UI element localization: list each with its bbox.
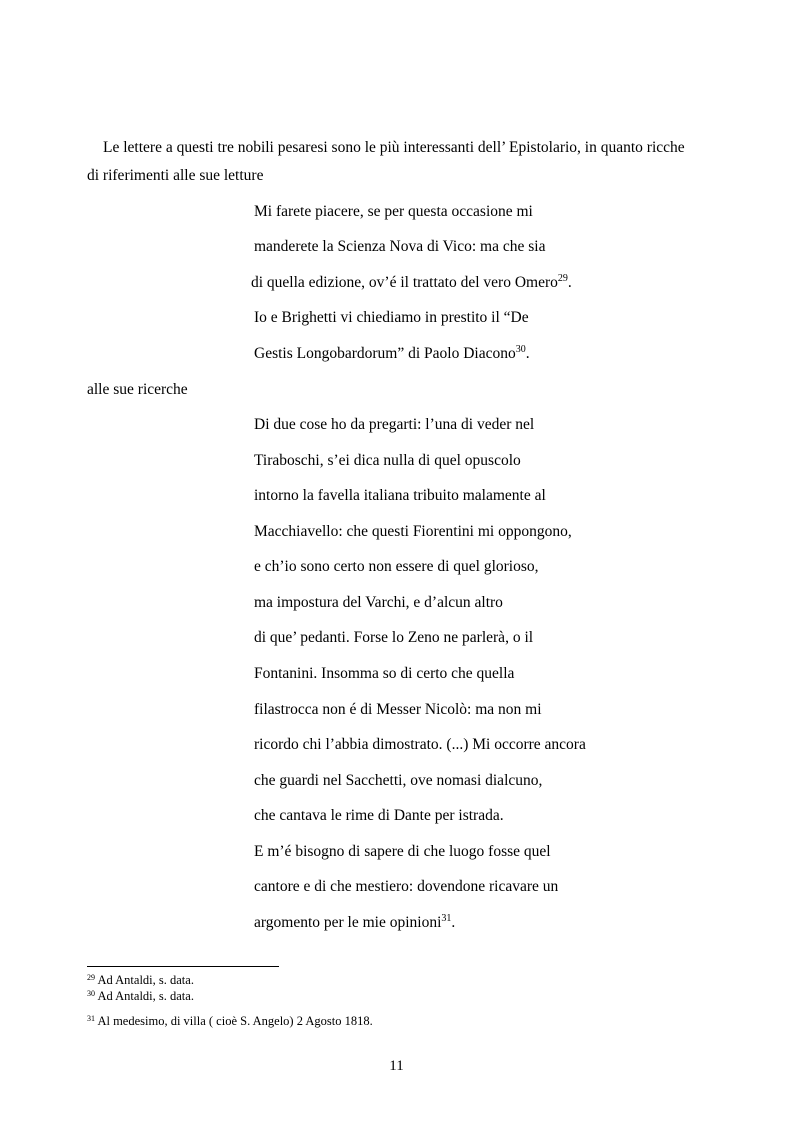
quote-line: E m’é bisogno di sapere di che luogo fosse quel [254,843,551,860]
quote-line-text: di quella edizione, ov’é il trattato del vero Omero [251,274,558,291]
footnote-ref: 31 [441,913,452,924]
quote-line [251,274,572,292]
footnote-text: Ad Antaldi, s. data. [97,989,194,1003]
line-end-punctuation: . [525,345,530,362]
footnote-ref: 29 [557,273,568,284]
quote-line: che guardi nel Sacchetti, ove nomasi dialcuno, [254,772,543,789]
quote-line: ricordo chi l’abbia dimostrato. (...) Mi occorre ancora [254,736,586,753]
line-end-punctuation: . [451,914,456,931]
quote-line [254,914,455,932]
footnote-text: Ad Antaldi, s. data. [97,973,194,987]
footnote-number: 29 [87,973,95,982]
line-end-punctuation: . [567,274,572,291]
quote-line-text: argomento per le mie opinioni [254,914,442,931]
footnote-number: 30 [87,989,95,998]
quote-line: Tiraboschi, s’ei dica nulla di quel opuscolo [254,452,521,469]
footnote [87,1014,373,1028]
quote-line [254,345,530,363]
quote-line-text: Gestis Longobardorum” di Paolo Diacono [254,345,516,362]
footnote-separator [87,966,279,967]
quote-line: ma impostura del Varchi, e d’alcun altro [254,594,503,611]
quote-line: manderete la Scienza Nova di Vico: ma che sia [254,238,546,255]
quote-line: Io e Brighetti vi chiediamo in prestito il “De [254,309,529,326]
body-text-line: alle sue ricerche [87,381,188,398]
quote-line: filastrocca non é di Messer Nicolò: ma non mi [254,701,542,718]
quote-line: che cantava le rime di Dante per istrada. [254,807,504,824]
quote-line: di que’ pedanti. Forse lo Zeno ne parlerà, o il [254,629,534,646]
page-number: 11 [389,1058,404,1074]
footnote [87,973,194,987]
quote-line: e ch’io sono certo non essere di quel glorioso, [254,558,539,575]
quote-line: Mi farete piacere, se per questa occasione mi [254,203,533,220]
footnote-ref: 30 [515,344,526,355]
intro-paragraph-line-2: di riferimenti alle sue letture [87,167,264,184]
quote-line: cantore e di che mestiero: dovendone ricavare un [254,878,559,895]
footnote-text: Al medesimo, di villa ( cioè S. Angelo) 2 Agosto 1818. [97,1014,373,1028]
footnote [87,989,194,1003]
quote-line: intorno la favella italiana tribuito malamente al [254,487,546,504]
intro-paragraph-line-1: Le lettere a questi tre nobili pesaresi sono le più interessanti dell’ Epistolario, in quanto ricche [103,139,685,156]
quote-line: Fontanini. Insomma so di certo che quella [254,665,515,682]
quote-line: Macchiavello: che questi Fiorentini mi oppongono, [254,523,572,540]
footnote-number: 31 [87,1014,95,1023]
quote-line: Di due cose ho da pregarti: l’una di veder nel [254,416,535,433]
